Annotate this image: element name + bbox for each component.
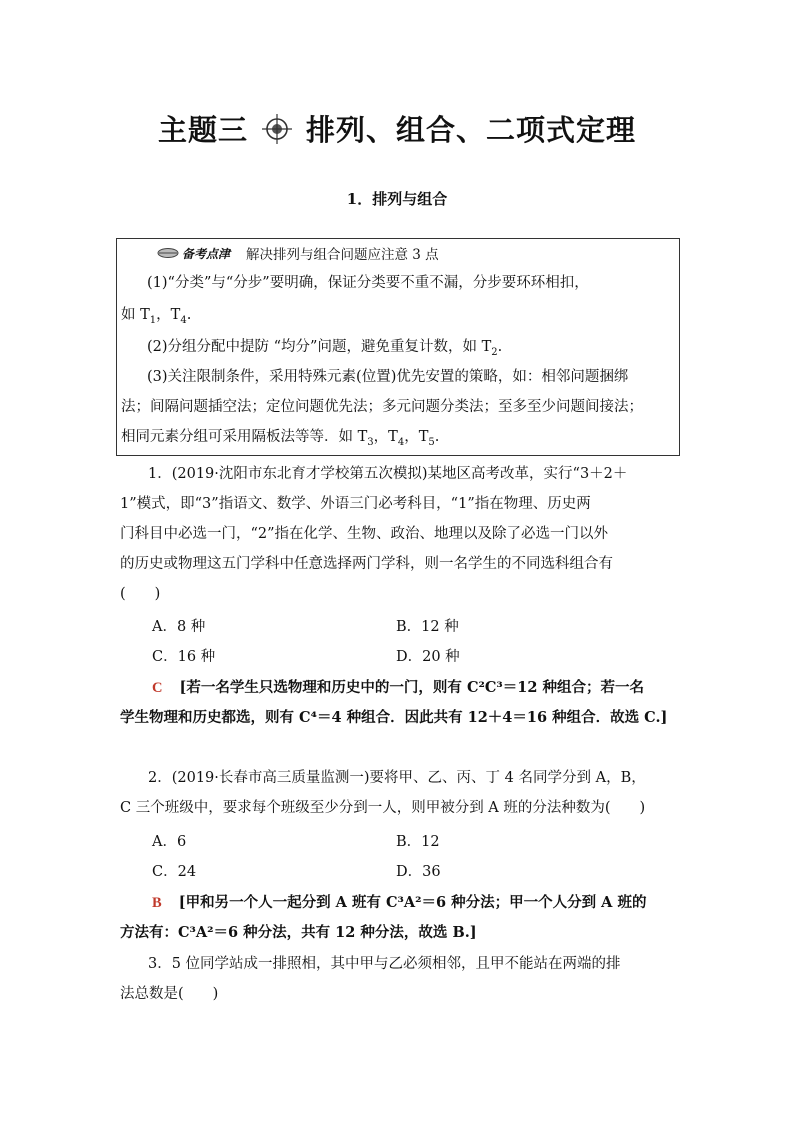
tip-sub: 2 [491,346,498,358]
theme-title: 排列、组合、二项式定理 [306,113,637,147]
tip-sub: 1 [149,314,157,326]
q2-line-1: 2．(2019·长春市高三质量监测一)要将甲、乙、丙、丁 4 名同学分到 A，B， [148,770,646,786]
q1-answer-letter: C [152,680,163,696]
theme-prefix: 主题三 [157,113,248,147]
section-title: 1．排列与组合 [346,190,448,208]
tip-1-line-2 [121,305,191,331]
tip-3-line-1: (3)关注限制条件，采用特殊元素(位置)优先安置的策略，如：相邻问题捆绑 [147,369,629,385]
tip-text: . [186,307,192,323]
q2-answer-line-2: 方法有：C³A²＝6 种分法，共有 12 种分法，故选 B.] [120,924,477,941]
tip-text: 相同元素分组可采用隔板法等等．如 T [121,429,368,445]
tip-text: . [497,339,503,355]
tip-sub: 4 [180,314,187,326]
q2-option-c: C．24 [152,864,197,880]
tip-text: . [434,429,440,445]
q2-option-d: D．36 [396,864,441,880]
tips-heading-row [157,243,439,263]
q2-option-a: A．6 [152,834,187,850]
q1-option-a: A．8 种 [152,619,206,635]
q1-answer-text: [若一名学生只选物理和历史中的一门，则有 C²C³＝12 种组合；若一名 [179,679,644,696]
tip-text: ，T [373,429,398,445]
tip-text: ，T [156,307,181,323]
q2-option-b: B．12 [396,834,440,850]
tips-box [116,238,680,456]
q2-answer-text: [甲和另一个人一起分到 A 班有 C³A²＝6 种分法；甲一个人分到 A 班的 [178,894,647,911]
q1-line-4: 的历史或物理这五门学科中任意选择两门学科，则一名学生的不同选科组合有 [120,556,613,572]
tips-badge [157,245,230,262]
q2-answer-line-1 [152,893,646,913]
leaf-icon [157,247,179,259]
tips-badge-label: 备考点津 [182,246,231,261]
q1-option-b: B．12 种 [396,619,459,635]
q1-line-5: ( ) [120,586,161,602]
q1-answer-line-1 [152,678,644,698]
q3-line-1: 3．5 位同学站成一排照相，其中甲与乙必须相邻，且甲不能站在两端的排 [148,956,621,972]
q1-line-3: 门科目中必选一门，“2”指在化学、生物、政治、地理以及除了必选一门以外 [120,526,609,542]
q1-option-d: D．20 种 [396,649,460,665]
tip-2 [147,337,502,363]
page-title [0,108,794,149]
tip-sub: 3 [367,436,374,448]
q1-option-c: C．16 种 [152,649,216,665]
tip-sub: 4 [397,436,405,448]
crosshair-icon [260,112,294,146]
tip-text: ，T [404,429,429,445]
q1-line-2: 1”模式，即“3”指语文、数学、外语三门必考科目，“1”指在物理、历史两 [120,496,591,512]
tip-text: (2)分组分配中提防 “均分”问题，避免重复计数，如 T [147,339,492,355]
q1-line-1: 1．(2019·沈阳市东北育才学校第五次模拟)某地区高考改革，实行“3＋2＋ [148,466,628,482]
q2-answer-letter: B [152,895,162,911]
q2-line-2: C 三个班级中，要求每个班级至少分到一人，则甲被分到 A 班的分法种数为( ) [120,800,646,816]
tip-1-line-1: (1)“分类”与“分步”要明确，保证分类要不重不漏，分步要环环相扣， [147,275,589,291]
q3-line-2: 法总数是( ) [120,986,219,1002]
tip-text: 如 T [121,307,150,323]
tip-3-line-2: 法；间隔问题插空法；定位问题优先法；多元问题分类法；至多至少问题间接法； [121,399,643,415]
tips-heading: 解决排列与组合问题应注意 3 点 [246,247,439,263]
tip-3-line-3 [121,427,439,453]
tip-sub: 5 [428,436,435,448]
q1-answer-line-2: 学生物理和历史都选，则有 C⁴＝4 种组合．因此共有 12＋4＝16 种组合．故选 C.] [120,709,668,726]
